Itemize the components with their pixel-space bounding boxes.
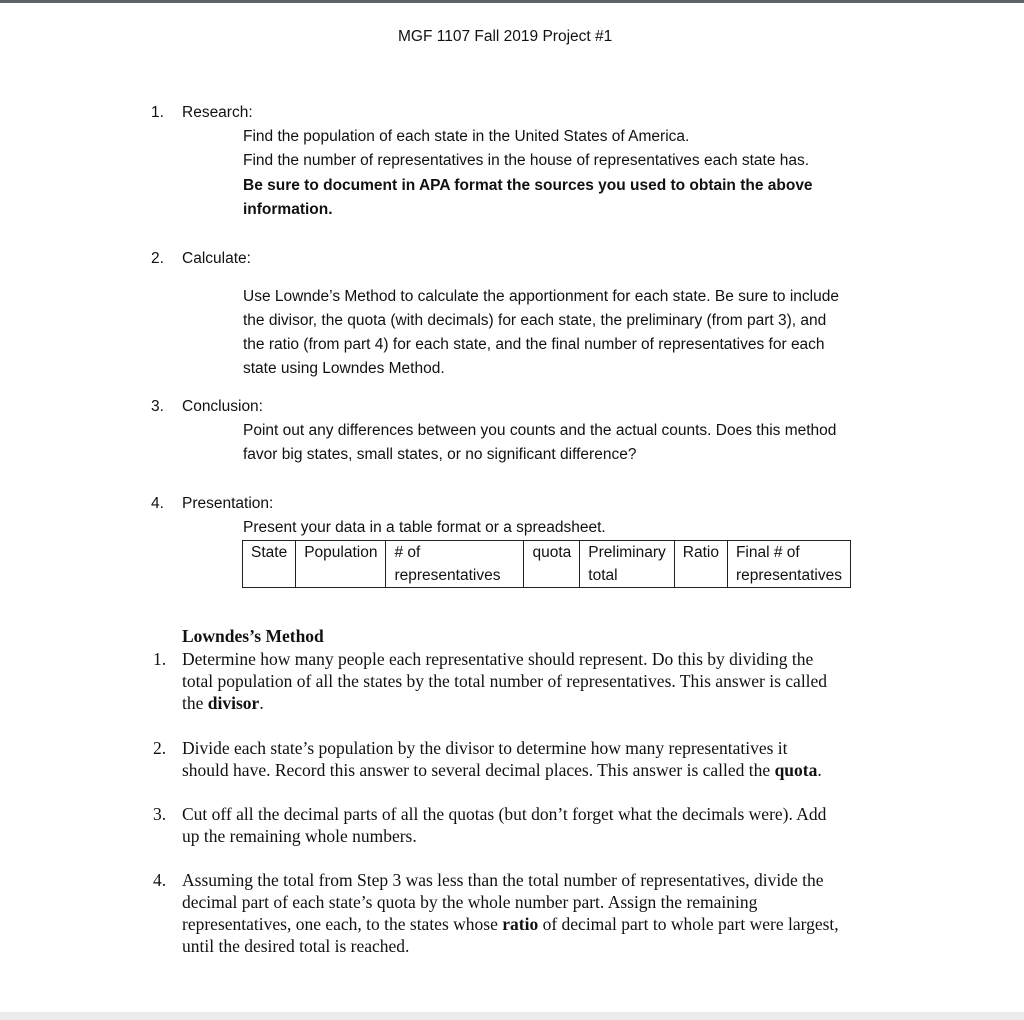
step-number: 4. [153,870,167,890]
research-bold-line: information. [243,201,333,218]
step-line: up the remaining whole numbers. [182,826,417,846]
conclusion-line: favor big states, small states, or no significant difference? [243,446,637,463]
term-quota: quota [774,760,818,780]
calculate-line: state using Lowndes Method. [243,360,445,377]
term-ratio: ratio [502,914,539,934]
calculate-line: the ratio (from part 4) for each state, and the final number of representatives for each [243,336,825,353]
section-heading-presentation: Presentation: [182,495,274,512]
step-number: 2. [153,738,167,758]
table-header-row [243,541,851,588]
conclusion-line: Point out any differences between you counts and the actual counts. Does this method [243,422,837,439]
table-header-cell: Preliminary total [580,541,675,588]
step-number: 1. [153,649,167,669]
step-line: Determine how many people each representative should represent. Do this by dividing the [182,649,814,669]
section-heading-calculate: Calculate: [182,250,251,267]
calculate-line: Use Lownde’s Method to calculate the apportionment for each state. Be sure to include [243,288,839,305]
step-line: total population of all the states by the total number of representatives. This answer is called [182,671,828,691]
calculate-line: the divisor, the quota (with decimals) for each state, the preliminary (from part 3), and [243,312,827,329]
table-header-cell: Final # of representatives [727,541,850,588]
table-header-cell: quota [524,541,580,588]
table-header-cell: # of representatives [386,541,524,588]
table-header-cell: Population [296,541,386,588]
step-line: the divisor. [182,693,264,713]
section-number: 2. [151,250,164,267]
step-line: should have. Record this answer to several decimal places. This answer is called the quota. [182,760,822,780]
research-bold-line: Be sure to document in APA format the sources you used to obtain the above [243,177,813,194]
section-number: 4. [151,495,164,512]
step-line: Assuming the total from Step 3 was less than the total number of representatives, divide the [182,870,824,890]
section-number: 1. [151,104,164,121]
table-header-cell: Ratio [674,541,727,588]
section-heading-conclusion: Conclusion: [182,398,263,415]
research-line: Find the number of representatives in the house of representatives each state has. [243,152,810,169]
step-line: Divide each state’s population by the divisor to determine how many representatives it [182,738,788,758]
step-line: decimal part of each state’s quota by the whole number part. Assign the remaining [182,892,758,912]
viewer-bottom-edge [0,1012,1024,1020]
step-line: until the desired total is reached. [182,936,410,956]
presentation-intro: Present your data in a table format or a spreadsheet. [243,519,606,536]
section-heading-research: Research: [182,104,253,121]
document-title: MGF 1107 Fall 2019 Project #1 [398,28,613,45]
research-line: Find the population of each state in the United States of America. [243,128,690,145]
lowndes-heading: Lowndes’s Method [182,626,324,646]
step-line: representatives, one each, to the states whose ratio of decimal part to whole part were largest, [182,914,839,934]
presentation-table [242,540,851,588]
step-number: 3. [153,804,167,824]
section-number: 3. [151,398,164,415]
term-divisor: divisor [207,693,260,713]
table-header-cell: State [243,541,296,588]
step-line: Cut off all the decimal parts of all the quotas (but don’t forget what the decimals were). Add [182,804,827,824]
